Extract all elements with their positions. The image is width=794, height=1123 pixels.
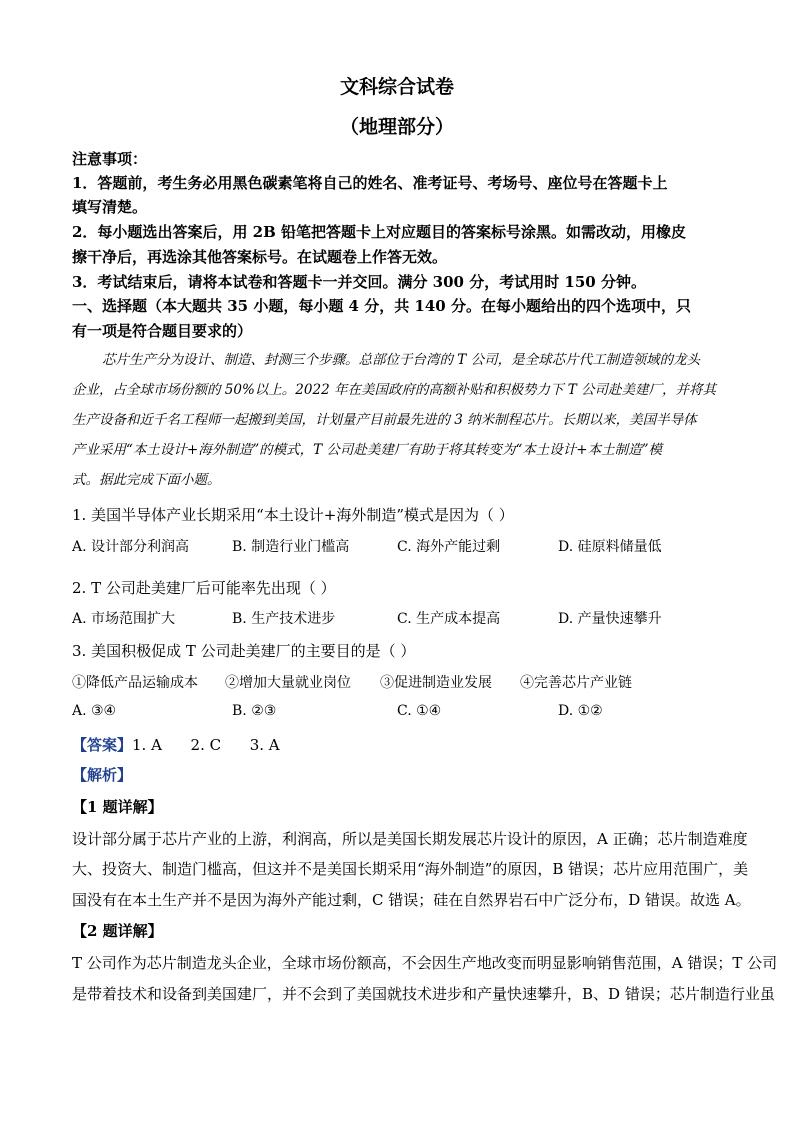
question-3-option-a: A. ③④ [72,703,117,719]
question-1-option-d: D. 硅原料储量低 [558,539,662,555]
analysis-label: 【解析】 [72,766,133,784]
question-1-option-b: B. 制造行业门槛高 [232,539,350,555]
passage-line: 企业，占全球市场份额的 50%以上。2022 年在美国政府的高额补贴和积极势力下 T 公司赴美建厂，并将其 [72,382,717,398]
detail-1-line: 国没有在本土生产并不是因为海外产能过剩，C 错误；硅在自然界岩石中广泛分布，D 错误。故选 A。 [72,891,751,909]
question-3-statement-2: ②增加大量就业岗位 [225,675,351,691]
question-3-option-d: D. ①② [558,703,603,719]
notice-item-2: 2．每小题选出答案后，用 2B 铅笔把答题卡上对应题目的答案标号涂黑。如需改动，用橡皮 [72,223,687,241]
question-3-stem: 3. 美国积极促成 T 公司赴美建厂的主要目的是（ ） [72,642,416,660]
notice-heading: 注意事项： [72,150,148,168]
answer-label: 【答案】 [72,736,133,754]
question-2-option-c: C. 生产成本提高 [397,611,501,627]
exam-subtitle: （地理部分） [339,116,454,138]
question-1-option-c: C. 海外产能过剩 [397,539,501,555]
detail-2-line: T 公司作为芯片制造龙头企业，全球市场份额高，不会因生产地改变而明显影响销售范围，A 错误；T 公司 [72,954,778,972]
section-heading-cont: 有一项是符合题目要求的） [72,322,253,340]
detail-1-label: 【1 题详解】 [72,798,163,816]
question-2-option-d: D. 产量快速攀升 [558,611,662,627]
question-2-option-a: A. 市场范围扩大 [72,611,176,627]
answer-text: 1. A 2. C 3. A [132,736,280,754]
question-3-statement-4: ④完善芯片产业链 [520,675,632,691]
exam-title: 文科综合试卷 [339,76,454,98]
passage-line: 芯片生产分为设计、制造、封测三个步骤。总部位于台湾的 T 公司，是全球芯片代工制造领域的龙头 [102,352,701,368]
question-3-statement-3: ③促进制造业发展 [380,675,492,691]
section-heading: 一、选择题（本大题共 35 小题，每小题 4 分，共 140 分。在每小题给出的四个选项中，只 [72,297,691,315]
detail-2-label: 【2 题详解】 [72,922,163,940]
notice-item-3: 3．考试结束后，请将本试卷和答题卡一并交回。满分 300 分，考试用时 150 分钟。 [72,273,646,291]
answer-row [72,734,722,755]
question-3-option-c: C. ①④ [397,703,442,719]
question-3-option-b: B. ②③ [232,703,277,719]
question-1-stem: 1. 美国半导体产业长期采用“本土设计+海外制造”模式是因为（ ） [72,506,514,524]
passage-line: 式。据此完成下面小题。 [72,472,221,488]
question-2-option-b: B. 生产技术进步 [232,611,336,627]
notice-item-2-cont: 擦干净后，再选涂其他答案标号。在试题卷上作答无效。 [72,248,448,266]
notice-item-1-cont: 填写清楚。 [72,198,148,216]
notice-item-1: 1．答题前，考生务必用黑色碳素笔将自己的姓名、准考证号、考场号、座位号在答题卡上 [72,174,668,192]
question-2-stem: 2. T 公司赴美建厂后可能率先出现（ ） [72,579,336,597]
passage-line: 产业采用“本土设计+海外制造”的模式，T 公司赴美建厂有助于将其转变为“本土设计+本土制造”模 [72,442,663,458]
passage-line: 生产设备和近千名工程师一起搬到美国，计划量产目前最先进的 3 纳米制程芯片。长期以来，美国半导体 [72,412,697,428]
detail-1-line: 设计部分属于芯片产业的上游，利润高，所以是美国长期发展芯片设计的原因，A 正确；芯片制造难度 [72,830,748,848]
question-1-option-a: A. 设计部分利润高 [72,539,190,555]
detail-1-line: 大、投资大、制造门槛高，但这并不是美国长期采用“海外制造”的原因，B 错误；芯片应用范围广，美 [72,860,749,878]
detail-2-line: 是带着技术和设备到美国建厂，并不会到了美国就技术进步和产量快速攀升，B、D 错误；芯片制造行业虽 [72,985,775,1003]
question-3-statement-1: ①降低产品运输成本 [72,675,198,691]
